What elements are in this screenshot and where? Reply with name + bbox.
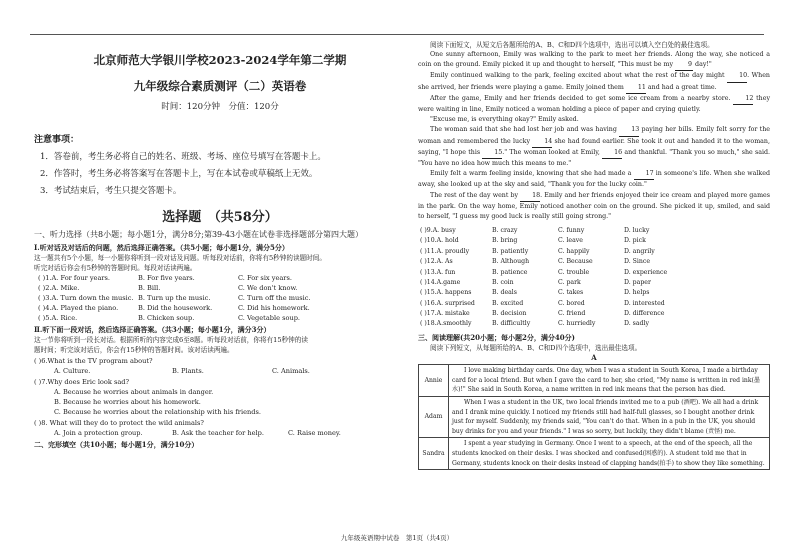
cloze-text: Emily continued walking to the park, feeling excited about what the rest of the day might [430,72,728,80]
cloze-option: ( )11.A. proudly [420,247,470,255]
notice-item: 3．考试结束后，考生只提交答题卡。 [40,186,182,196]
cloze-text: The woman said that she had lost her job and was having [430,126,620,134]
cloze-blank-number: 11 [626,83,646,94]
cloze-blank-number: 18 [520,191,540,202]
cloze-option-row [418,298,688,308]
cloze-option-row [418,225,688,235]
reading-intro: 阅读下列短文，从每题所给的A、B、C和D四个选项中，选出最佳选项。 [430,344,642,353]
cloze-option: C. trouble [558,268,590,276]
cloze-option-row [418,246,688,256]
cloze-option: C. park [558,278,581,286]
part2-title: Ⅱ.听下面一段对话，然后选择正确答案。（共3小题；每小题1分，满分3分） [34,325,271,334]
cloze-option: D. angrily [624,247,655,255]
cloze-blank-number: 10 [727,71,747,82]
option: B. For five years. [138,274,195,282]
cloze-option: D. Since [624,258,651,266]
listening-heading: 一、听力选择（共8小题；每小题1分，满分8分;第39-43小题在试卷非选择题部分第四大题） [34,230,364,239]
notice-item: 2．作答时，考生务必将答案写在答题卡上，写在本试卷或草稿纸上无效。 [40,169,318,179]
option: B. Turn up the music. [138,294,211,302]
cloze-text: "Excuse me, is everything okay?" Emily asked. [430,116,579,124]
cloze-option: C. bored [558,299,585,307]
cloze-intro: 阅读下面短文，从短文后各题所给的A、B、C和D四个选项中，选出可以填入空白处的最佳选项。 [430,41,714,49]
cloze-option: C. happily [558,247,590,255]
option: B. Bill. [138,284,161,292]
option: B. Did the housework. [138,304,213,312]
cloze-option: C. funny [558,226,585,234]
part2-desc: 这一节你将听到一段长对话。根据所听的内容完成6至8题。听每段对话前，你将有15秒钟的读 [34,336,308,344]
option: ( )3.A. Turn down the music. [38,294,134,302]
person-name: Adam [419,396,449,437]
cloze-blank-number: 14 [532,137,552,148]
cloze-option: ( )17.A. mistake [420,310,470,318]
cloze-option: B. difficultly [492,320,531,328]
cloze-option: ( )14.A.game [420,278,461,286]
page-footer: 九年级英语期中试卷 第1页（共4页） [340,534,454,542]
cloze-text: in someone's life. When she walked away, she looked up at the sky and said, "Thank you for the lucky coin." [418,170,770,189]
cloze-paragraph [418,71,770,93]
cloze-passage [418,50,770,222]
cloze-text: The rest of the day went by [430,191,521,199]
option: B. Because he worries about his homework. [54,398,201,406]
cloze-option: ( )15.A. happens [420,289,472,297]
passage-row [419,365,770,397]
option: C. Vegetable soup. [238,314,301,322]
cloze-option: B. decision [492,310,527,318]
passage-row [419,396,770,437]
cloze-text: One sunny afternoon, Emily was walking to the park to meet her friends. Along the way, she noticed a coin on the ground. Emily picked it up and thought to herself, "This must be my [418,51,770,69]
cloze-option: C. takes [558,289,584,297]
top-rule [30,34,764,35]
option: B. Plants. [172,367,204,375]
cloze-option-row [418,236,688,246]
option: ( )1.A. For four years. [38,274,111,282]
cloze-option: B. coin [492,278,514,286]
option: A. Because he worries about animals in danger. [54,388,214,396]
reading-heading: 三、阅读理解(共20小题；每小题2分，满分40分) [418,333,575,343]
cloze-option: D. sadly [624,320,649,328]
option: ( )2.A. Mike. [38,284,80,292]
part2-desc: 题时间；听完该对话后，你会有15秒钟的答题时间。该对话读两遍。 [34,346,234,354]
cloze-option: C. leave [558,237,583,245]
cloze-option: B. Although [492,258,530,266]
option: B. Chicken soup. [138,314,195,322]
option: C. Raise money. [288,429,341,437]
cloze-option: D. experience [624,268,668,276]
reading-passage-table [418,364,770,470]
question-row [34,293,406,303]
cloze-option: D. difference [624,310,665,318]
person-name: Sandra [419,438,449,470]
option: A. Join a protection group. [54,429,143,437]
cloze-text: she had found earlier. She took it out and handed it to the woman, saying, "I hope this [418,137,770,156]
cloze-option: D. paper [624,278,651,286]
question-7: ( )7.Why does Eric look sad? [34,378,130,386]
cloze-option: B. deals [492,289,517,297]
cloze-text: they were waiting in line, Emily noticed a woman holding a piece of paper and crying quietly. [418,94,770,114]
cloze-text: and thankful. "Thank you so much," she said. "You have no idea how much this means to me." [418,148,770,168]
school-title: 北京师范大学银川学校2023-2024学年第二学期 [93,53,347,67]
option: C. Turn off the music. [238,294,311,302]
left-column [34,42,406,450]
cloze-blank-number: 17 [634,169,654,180]
question-row [34,313,406,323]
cloze-paragraph [418,191,770,223]
option: C. We don't know. [238,284,298,292]
cloze-option: D. lucky [624,226,650,234]
part1-desc: 听完对话后你会有5秒钟的答题时间。每段对话读两遍。 [34,264,197,272]
cloze-option: ( )18.A.smoothly [420,320,472,328]
cloze-option: B. crazy [492,226,518,234]
question-6-options [34,366,406,376]
cloze-option-row [418,319,688,329]
person-story: When I was a student in the UK, two local friends invited me to a pub (酒吧). We all had a drink and I drank mine quickly. I noticed my friends still had half-full glasses, so I bought another drink just for myself. Suddenly, my friends said, "You can't do that. When in a pub in the UK, you should buy drinks for you and your friends." I was so sorry, but luckily, they didn't blame (责怪) me. [449,396,770,437]
cloze-blank-number: 16 [602,148,622,159]
cloze-paragraph [418,50,770,71]
cloze-text: and had a great time. [645,83,717,91]
cloze-paragraph [418,94,770,115]
question-8-options [34,428,406,438]
cloze-option-row [418,277,688,287]
question-row [34,303,406,313]
person-name: Annie [419,365,449,397]
option: C. Animals. [272,367,310,375]
cloze-option: ( )9.A. busy [420,226,456,234]
right-column [418,40,770,470]
option: A. Culture. [54,367,91,375]
notice-title: 注意事项： [34,135,80,145]
cloze-option: ( )12.A. As [420,258,453,266]
option: C. Did his homework. [238,304,310,312]
section-title: 选择题 （共58分） [162,210,278,225]
cloze-text: ." The woman looked at Emily, [502,148,603,156]
cloze-text: day!" [693,61,712,69]
passage-row [419,438,770,470]
cloze-option-row [418,256,688,266]
cloze-blank-number: 9 [675,60,693,71]
cloze-option-row [418,308,688,318]
cloze-text: paying her bills. Emily felt sorry for the woman and remembered the lucky [418,126,770,145]
cloze-paragraph [418,115,770,125]
question-row [34,283,406,293]
person-story: I spent a year studying in Germany. Once I went to a speech, at the end of the speech, all the students knocked on their desks. I was shocked and confused(困惑的). A student told me that in Germany, students knock on their desks instead of clapping hands(拍手) to show they like something. [449,438,770,470]
cloze-option: C. Because [558,258,593,266]
cloze-text: After the game, Emily and her friends decided to get some ice cream from a nearby store. [430,94,734,102]
cloze-text: . Emily and her friends enjoyed their ice cream and played more games in the park. On the way home, Emily noticed another coin on the ground. She picked it up, smiled, and said to herself, "I guess my good luck is really still going strong." [418,191,770,221]
cloze-option: D. helps [624,289,650,297]
cloze-option: ( )13.A. fun [420,268,456,276]
option: B. Ask the teacher for help. [172,429,264,437]
cloze-option-row [418,267,688,277]
cloze-option: ( )16.A. surprised [420,299,475,307]
person-story: I love making birthday cards. One day, when I was a student in South Korea, I made a birthday card for a local friend. But when I gave the card to her, she cried, "My name is written in red ink(墨水)!" She said in South Korea, a name written in red ink means that the person has died. [449,365,770,397]
time-score: 时间：120分钟 分值：120分 [161,102,279,112]
cloze-blank-number: 15 [482,148,502,159]
question-8: ( )8. What will they do to protect the wild animals? [34,419,204,427]
cloze-blank-number: 12 [733,94,753,105]
cloze-paragraph [418,125,770,169]
option: ( )4.A. Played the piano. [38,304,119,312]
option: ( )5.A. Rice. [38,314,78,322]
exam-title: 九年级综合素质测评（二）英语卷 [133,79,307,93]
cloze-option-row [418,288,688,298]
part1-desc: 这一题共有5个小题，每一小题你将听到一段对话及问题。听每段对话前，你将有5秒钟的读题时间。 [34,254,326,262]
cloze-blank-number: 13 [619,125,639,136]
cloze-option: B. bring [492,237,518,245]
part1-title: Ⅰ.听对话及对话后的问题，然后选择正确答案。（共5小题；每小题1分，满分5分） [34,243,289,252]
question-6: ( )6.What is the TV program about? [34,357,153,365]
cloze-text: Emily felt a warm feeling inside, knowing that she had made a [430,170,634,178]
cloze-option: C. hurriedly [558,320,596,328]
passage-label: A [591,353,597,363]
cloze-option: ( )10.A. hold [420,237,459,245]
cloze-option: C. friend [558,310,586,318]
cloze-option: B. excited [492,299,524,307]
notice-item: 1．答卷前，考生务必将自己的姓名、班级、考场、座位号填写在答题卡上。 [40,152,326,162]
option: C. For six years. [238,274,292,282]
cloze-option: B. patience [492,268,528,276]
cloze-text: . When she arrived, her friends were playing a game. Emily joined them [418,72,770,91]
cloze-option: D. interested [624,299,665,307]
question-row [34,273,406,283]
cloze-heading: 二、完形填空（共10小题；每小题1分，满分10分） [34,440,199,449]
option: C. Because he worries about the relationship with his friends. [54,408,261,416]
cloze-paragraph [418,169,770,190]
cloze-options-table [418,225,688,329]
cloze-option: D. pick [624,237,646,245]
cloze-option: B. patiently [492,247,529,255]
